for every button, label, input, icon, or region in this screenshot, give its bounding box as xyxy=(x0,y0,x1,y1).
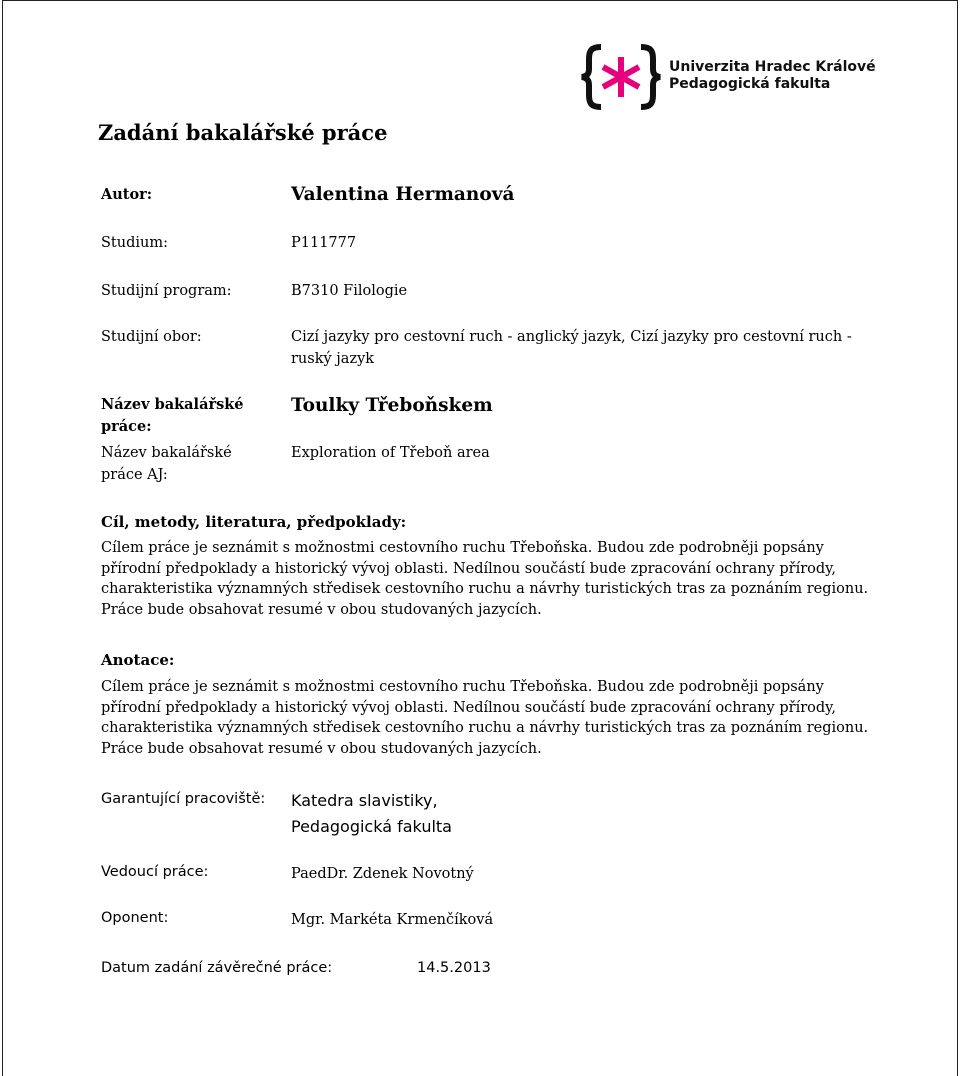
nazev-prace-label: Název bakalářské práce: xyxy=(101,396,244,435)
vedouci-label: Vedoucí práce: xyxy=(101,864,209,880)
garant-label: Garantující pracoviště: xyxy=(101,791,266,807)
oponent-label: Oponent: xyxy=(101,910,169,926)
oponent-value: Mgr. Markéta Krmenčíková xyxy=(291,912,494,928)
garant-line2: Pedagogická fakulta xyxy=(291,817,452,836)
studijni-program-value: B7310 Filologie xyxy=(291,283,408,299)
studijni-program-label: Studijní program: xyxy=(101,283,232,299)
logo-faculty-name: Pedagogická fakulta xyxy=(669,76,831,92)
studium-label: Studium: xyxy=(101,235,168,251)
autor-label: Autor: xyxy=(101,186,153,203)
anotace-heading: Anotace: xyxy=(101,651,175,669)
nazev-prace-value: Toulky Třeboňskem xyxy=(291,395,493,416)
vedouci-value: PaedDr. Zdenek Novotný xyxy=(291,866,474,882)
datum-value: 14.5.2013 xyxy=(417,960,491,976)
asterisk-in-braces-icon xyxy=(579,43,663,111)
nazev-prace-aj-label: Název bakalářské práce AJ: xyxy=(101,445,232,483)
logo-university-name: Univerzita Hradec Králové xyxy=(669,59,876,75)
anotace-paragraph: Cílem práce je seznámit s možnostmi cestovního ruchu Třeboňska. Budou zde podrobněji popsány přírodní předpoklady a historický vývoj oblasti. Nedílnou součástí bude zpracování ochrany přírody, charakteristika významných středisek cestovního ruchu a návrhy turistických tras za poznáním regionu. Práce bude obsahovat resumé v obou studovaných jazycích. xyxy=(101,679,869,757)
university-logo xyxy=(579,43,879,111)
studium-value: P111777 xyxy=(291,235,357,251)
cil-heading: Cíl, metody, literatura, předpoklady: xyxy=(101,513,407,531)
studijni-obor-label: Studijní obor: xyxy=(101,329,202,345)
garant-line1: Katedra slavistiky, xyxy=(291,791,438,810)
autor-value: Valentina Hermanová xyxy=(291,184,515,205)
document-title: Zadání bakalářské práce xyxy=(98,120,388,145)
document-page xyxy=(2,0,958,1076)
cil-paragraph: Cílem práce je seznámit s možnostmi cestovního ruchu Třeboňska. Budou zde podrobněji popsány přírodní předpoklady a historický vývoj oblasti. Nedílnou součástí bude zpracování ochrany přírody, charakteristika významných středisek cestovního ruchu a návrhy turistických tras za poznáním regionu. Práce bude obsahovat resumé v obou studovaných jazycích. xyxy=(101,540,869,618)
datum-label: Datum zadání závěrečné práce: xyxy=(101,960,333,976)
studijni-obor-value: Cizí jazyky pro cestovní ruch - anglický jazyk, Cizí jazyky pro cestovní ruch - ruský jazyk xyxy=(291,329,852,367)
nazev-prace-aj-value: Exploration of Třeboň area xyxy=(291,445,490,461)
